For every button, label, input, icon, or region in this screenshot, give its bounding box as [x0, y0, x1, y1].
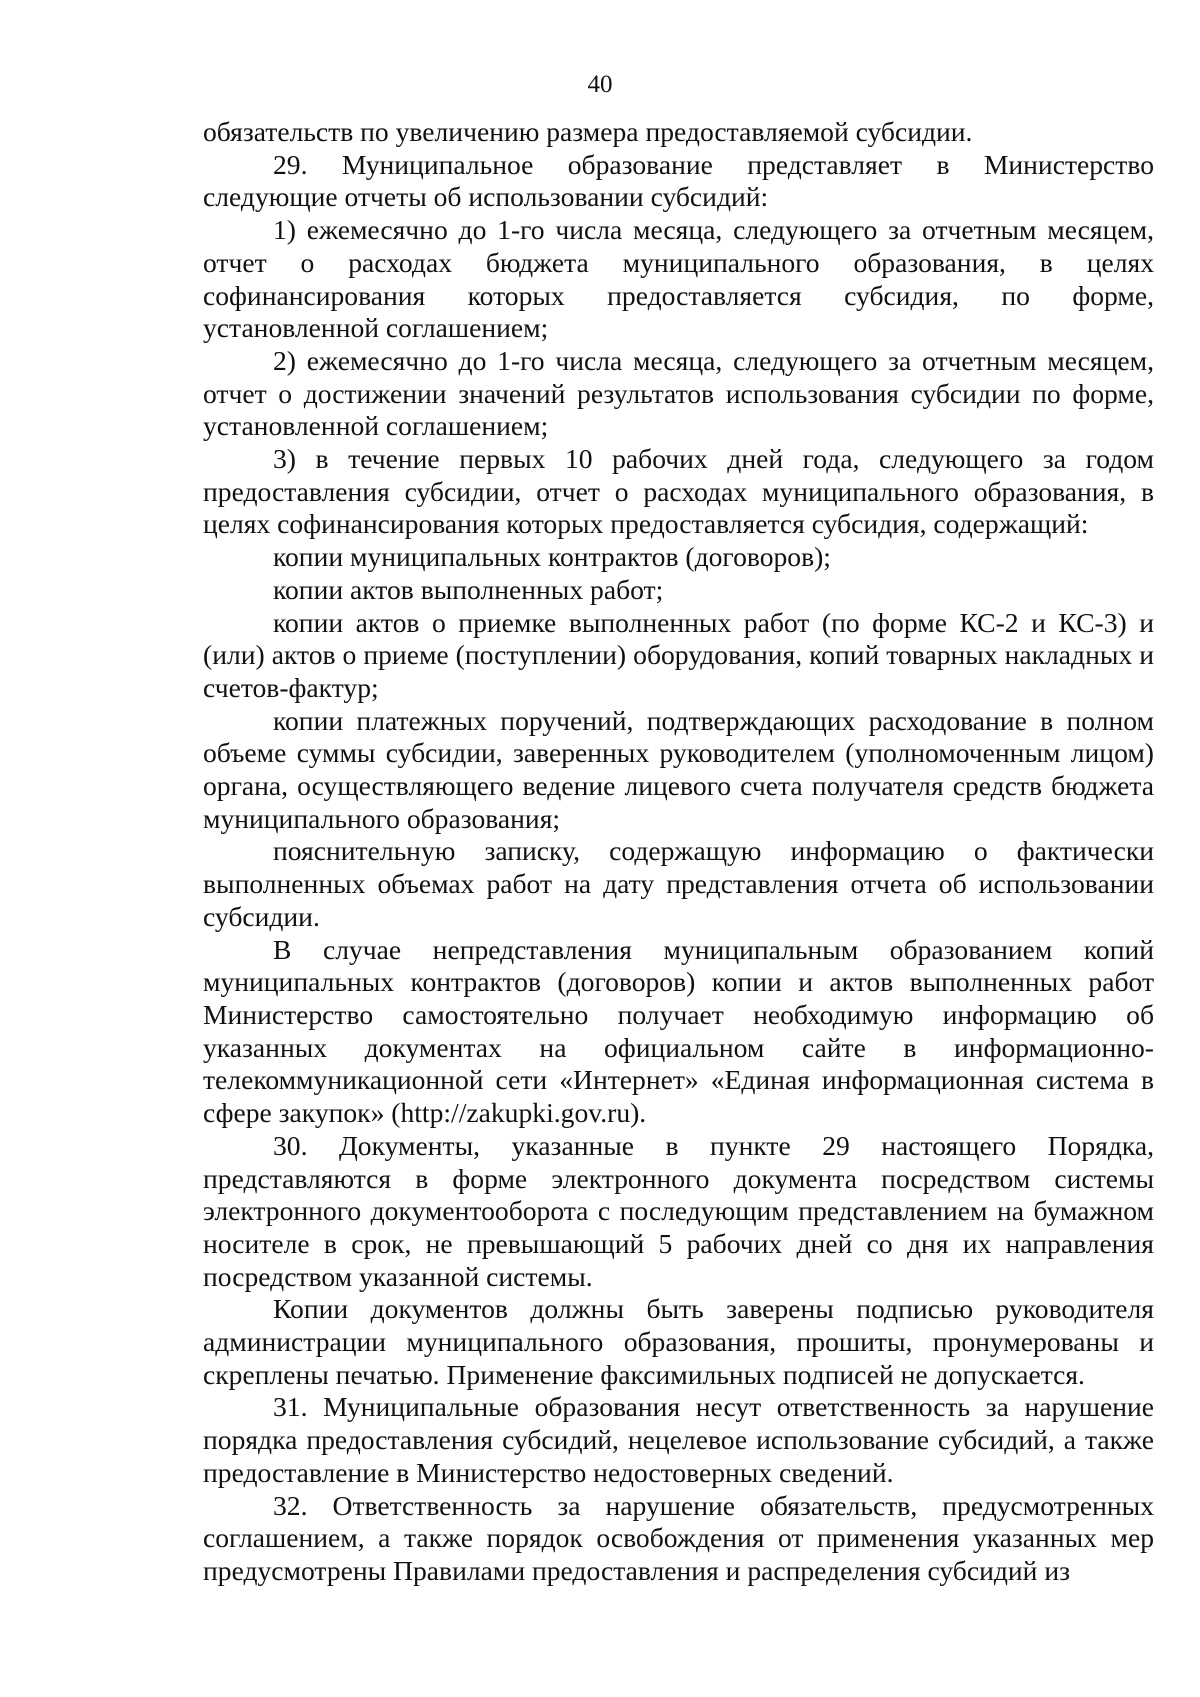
- paragraph-29-item-2: 2) ежемесячно до 1-го числа месяца, следующего за отчетным месяцем, отчет о достижении значений результатов использования субсидии по форме, установленной соглашением;: [203, 344, 1154, 442]
- paragraph-29-item-3: 3) в течение первых 10 рабочих дней года, следующего за годом предоставления субсидии, отчет о расходах муниципального образования, в целях софинансирования которых предоставляется субсидия, содержащий:: [203, 443, 1154, 540]
- paragraph-obligations-end: обязательств по увеличению размера предоставляемой субсидии.: [203, 116, 973, 147]
- paragraph-copies-certification: Копии документов должны быть заверены подписью руководителя администрации муниципального образования, прошиты, пронумерованы и скреплены печатью. Применение факсимильных подписей не допускается.: [203, 1293, 1154, 1390]
- document-body: [203, 116, 1154, 1588]
- paragraph-29-item-1: 1) ежемесячно до 1-го числа месяца, следующего за отчетным месяцем, отчет о расходах бюджета муниципального образования, в целях софинансирования которых предоставляется субсидия, по форме, установленной соглашением;: [203, 214, 1154, 344]
- list-item-acceptance-acts: копии актов о приемке выполненных работ (по форме КС-2 и КС-3) и (или) актов о приеме (поступлении) оборудования, копий товарных накладных и счетов-фактур;: [203, 606, 1154, 703]
- paragraph-29: 29. Муниципальное образование представляет в Министерство следующие отчеты об использовании субсидий:: [203, 148, 1154, 213]
- list-item-explanatory-note: пояснительную записку, содержащую информацию о фактически выполненных объемах работ на дату представления отчета об использовании субсидии.: [203, 835, 1154, 932]
- paragraph-31: 31. Муниципальные образования несут ответственность за нарушение порядка предоставления субсидий, нецелевое использование субсидий, а также предоставление в Министерство недостоверных сведений.: [203, 1391, 1154, 1488]
- paragraph-non-submission: В случае непредставления муниципальным образованием копий муниципальных контрактов (договоров) копии и актов выполненных работ Министерство самостоятельно получает необходимую информацию об указанных документах на официальном сайте в информационно-телекоммуникационной сети «Интернет» «Единая информационная система в сфере закупок» (http://zakupki.gov.ru).: [203, 933, 1154, 1129]
- list-item-contracts: копии муниципальных контрактов (договоров);: [273, 541, 831, 573]
- paragraph-32: 32. Ответственность за нарушение обязательств, предусмотренных соглашением, а также порядок освобождения от применения указанных мер предусмотрены Правилами предоставления и распределения субсидий из: [203, 1489, 1154, 1586]
- page-number: 40: [587, 71, 613, 98]
- paragraph-30: 30. Документы, указанные в пункте 29 настоящего Порядка, представляются в форме электронного документа посредством системы электронного документооборота с последующим представлением на бумажном носителе в срок, не превышающий 5 рабочих дней со дня их направления посредством указанной системы.: [203, 1129, 1154, 1292]
- list-item-payment-orders: копии платежных поручений, подтверждающих расходование в полном объеме суммы субсидии, заверенных руководителем (уполномоченным лицом) органа, осуществляющего ведение лицевого счета получателя средств бюджета муниципального образования;: [203, 704, 1154, 834]
- list-item-acts: копии актов выполненных работ;: [273, 573, 664, 605]
